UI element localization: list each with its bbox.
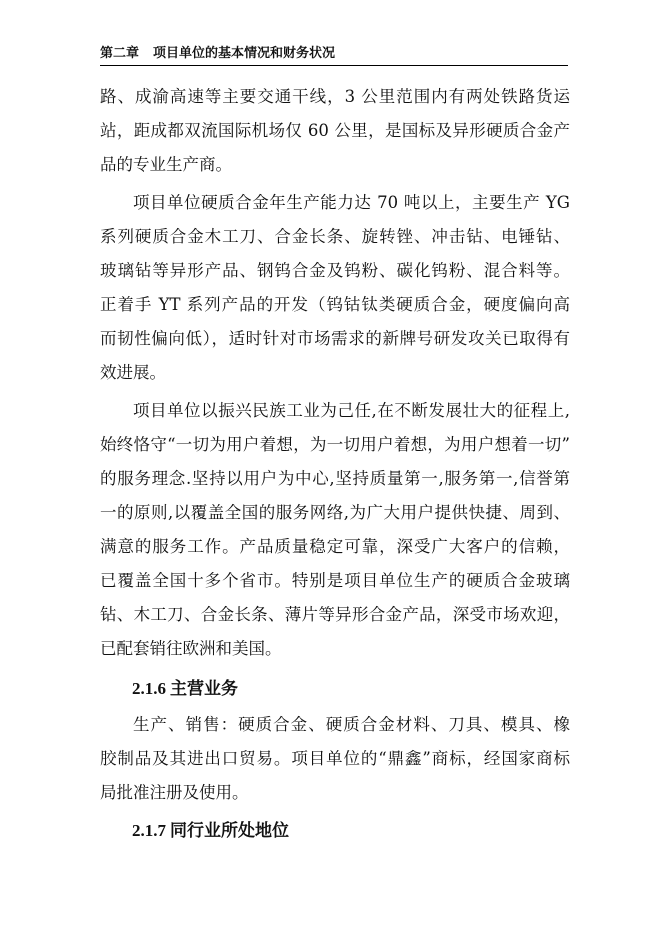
paragraph-3-line-7: 钻、木工刀、合金长条、薄片等异形合金产品，深受市场欢迎，: [100, 605, 570, 624]
chapter-label: 第二章: [100, 46, 140, 61]
section-number: 2.1.6: [132, 679, 166, 698]
page-header: [100, 44, 568, 64]
header-divider: [100, 65, 568, 66]
paragraph-2-line-6: 效进展。: [100, 363, 166, 382]
section-title: 主营业务: [170, 679, 238, 699]
paragraph-3-line-8: 已配套销往欧洲和美国。: [100, 639, 282, 658]
section-title: 同行业所处地位: [170, 821, 289, 841]
section-heading-2-1-7: [132, 814, 289, 848]
section-heading-2-1-6: [132, 672, 238, 706]
paragraph-2-line-2: 系列硬质合金木工刀、合金长条、旋转锉、冲击钻、电锤钻、: [100, 227, 570, 246]
paragraph-3-line-2: 始终恪守“一切为用户着想，为一切用户着想，为用户想着一切”: [100, 435, 570, 454]
paragraph-3-line-5: 满意的服务工作。产品质量稳定可靠，深受广大客户的信赖，: [100, 537, 570, 556]
paragraph-3-line-3: 的服务理念.坚持以用户为中心,坚持质量第一,服务第一,信誉第: [100, 469, 570, 488]
paragraph-4-line-2: 胶制品及其进出口贸易。项目单位的“鼎鑫”商标，经国家商标: [100, 749, 570, 768]
paragraph-2-line-5: 而韧性偏向低），适时针对市场需求的新牌号研发攻关已取得有: [100, 329, 570, 348]
paragraph-2-line-1: 项目单位硬质合金年生产能力达 70 吨以上，主要生产 YG: [133, 193, 570, 212]
chapter-title: 项目单位的基本情况和财务状况: [153, 46, 336, 61]
paragraph-1-line-1: 路、成渝高速等主要交通干线，3 公里范围内有两处铁路货运: [100, 87, 570, 106]
paragraph-1-line-2: 站，距成都双流国际机场仅 60 公里，是国标及异形硬质合金产: [100, 121, 570, 140]
paragraph-1-line-3: 品的专业生产商。: [100, 155, 232, 174]
paragraph-4-line-1: 生产、销售：硬质合金、硬质合金材料、刀具、模具、橡: [133, 715, 570, 734]
paragraph-2-line-4: 正着手 YT 系列产品的开发（钨钴钛类硬质合金，硬度偏向高: [100, 295, 570, 314]
paragraph-3-line-1: 项目单位以振兴民族工业为己任,在不断发展壮大的征程上,: [133, 401, 570, 420]
paragraph-2-line-3: 玻璃钻等异形产品、钢钨合金及钨粉、碳化钨粉、混合料等。: [100, 261, 570, 280]
paragraph-4-line-3: 局批准注册及使用。: [100, 783, 249, 802]
section-number: 2.1.7: [132, 821, 166, 840]
paragraph-3-line-4: 一的原则,以覆盖全国的服务网络,为广大用户提供快捷、周到、: [100, 503, 570, 522]
paragraph-3-line-6: 已覆盖全国十多个省市。特别是项目单位生产的硬质合金玻璃: [100, 571, 570, 590]
